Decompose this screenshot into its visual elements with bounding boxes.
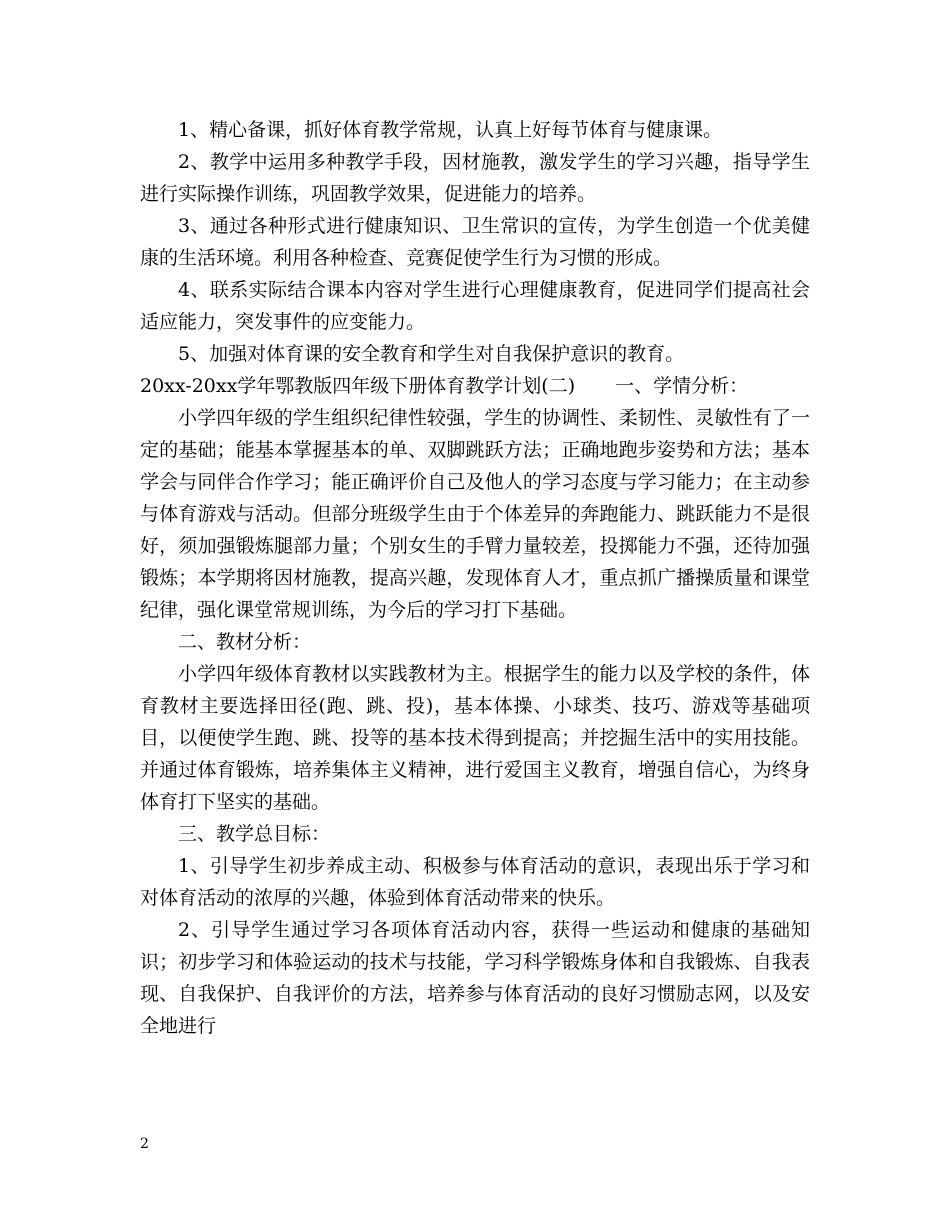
document-title: 20xx-20xx学年鄂教版四年级下册体育教学计划(二) — [140, 375, 576, 397]
paragraph-goal-1: 1、精心备课，抓好体育教学常规，认真上好每节体育与健康课。 — [178, 119, 723, 141]
paragraph-material-analysis: 小学四年级体育教材以实践教材为主。根据学生的能力以及学校的条件，体育教材主要选择田径(跑、跳、投)，基本体操、小球类、技巧、游戏等基础项目，以便使学生跑、跳、投等的基本技术得到提高；并挖掘生活中的实用技能。并通过体育锻炼，培养集体主义精神，进行爱国主义教育，增强自信心，为终身体育打下坚实的基础。 — [140, 663, 810, 813]
paragraph-student-analysis: 小学四年级的学生组织纪律性较强，学生的协调性、柔韧性、灵敏性有了一定的基础；能基本掌握基本的单、双脚跳跃方法；正确地跑步姿势和方法；基本学会与同伴合作学习；能正确评价自己及他人的学习态度与学习能力；在主动参与体育游戏与活动。但部分班级学生由于个体差异的奔跑能力、跳跃能力不是很好，须加强锻炼腿部力量；个别女生的手臂力量较差，投掷能力不强，还待加强锻炼；本学期将因材施教，提高兴趣，发现体育人才，重点抓广播操质量和课堂纪律，强化课堂常规训练，为今后的学习打下基础。 — [140, 407, 810, 621]
document-body — [140, 114, 810, 1042]
section-heading-material-analysis: 二、教材分析： — [178, 631, 312, 653]
section-heading-student-analysis: 一、学情分析： — [615, 375, 749, 397]
paragraph-goal-3: 3、通过各种形式进行健康知识、卫生常识的宣传，为学生创造一个优美健康的生活环境。利用各种检查、竞赛促使学生行为习惯的形成。 — [140, 215, 810, 269]
paragraph-overall-goal-2: 2、引导学生通过学习各项体育活动内容，获得一些运动和健康的基础知识；初步学习和体验运动的技术与技能，学习科学锻炼身体和自我锻炼、自我表现、自我保护、自我评价的方法，培养参与体育活动的良好习惯励志网，以及安全地进行 — [140, 919, 810, 1037]
paragraph-goal-2: 2、教学中运用多种教学手段，因材施教，激发学生的学习兴趣，指导学生进行实际操作训练，巩固教学效果，促进能力的培养。 — [140, 151, 810, 205]
document-title-line — [140, 370, 810, 402]
paragraph-goal-4: 4、联系实际结合课本内容对学生进行心理健康教育，促进同学们提高社会适应能力，突发事件的应变能力。 — [140, 279, 810, 333]
section-heading-overall-goals: 三、教学总目标： — [178, 823, 331, 845]
paragraph-overall-goal-1: 1、引导学生初步养成主动、积极参与体育活动的意识，表现出乐于学习和对体育活动的浓厚的兴趣，体验到体育活动带来的快乐。 — [140, 855, 810, 909]
paragraph-goal-5: 5、加强对体育课的安全教育和学生对自我保护意识的教育。 — [178, 343, 685, 365]
page-number: 2 — [140, 1136, 149, 1152]
